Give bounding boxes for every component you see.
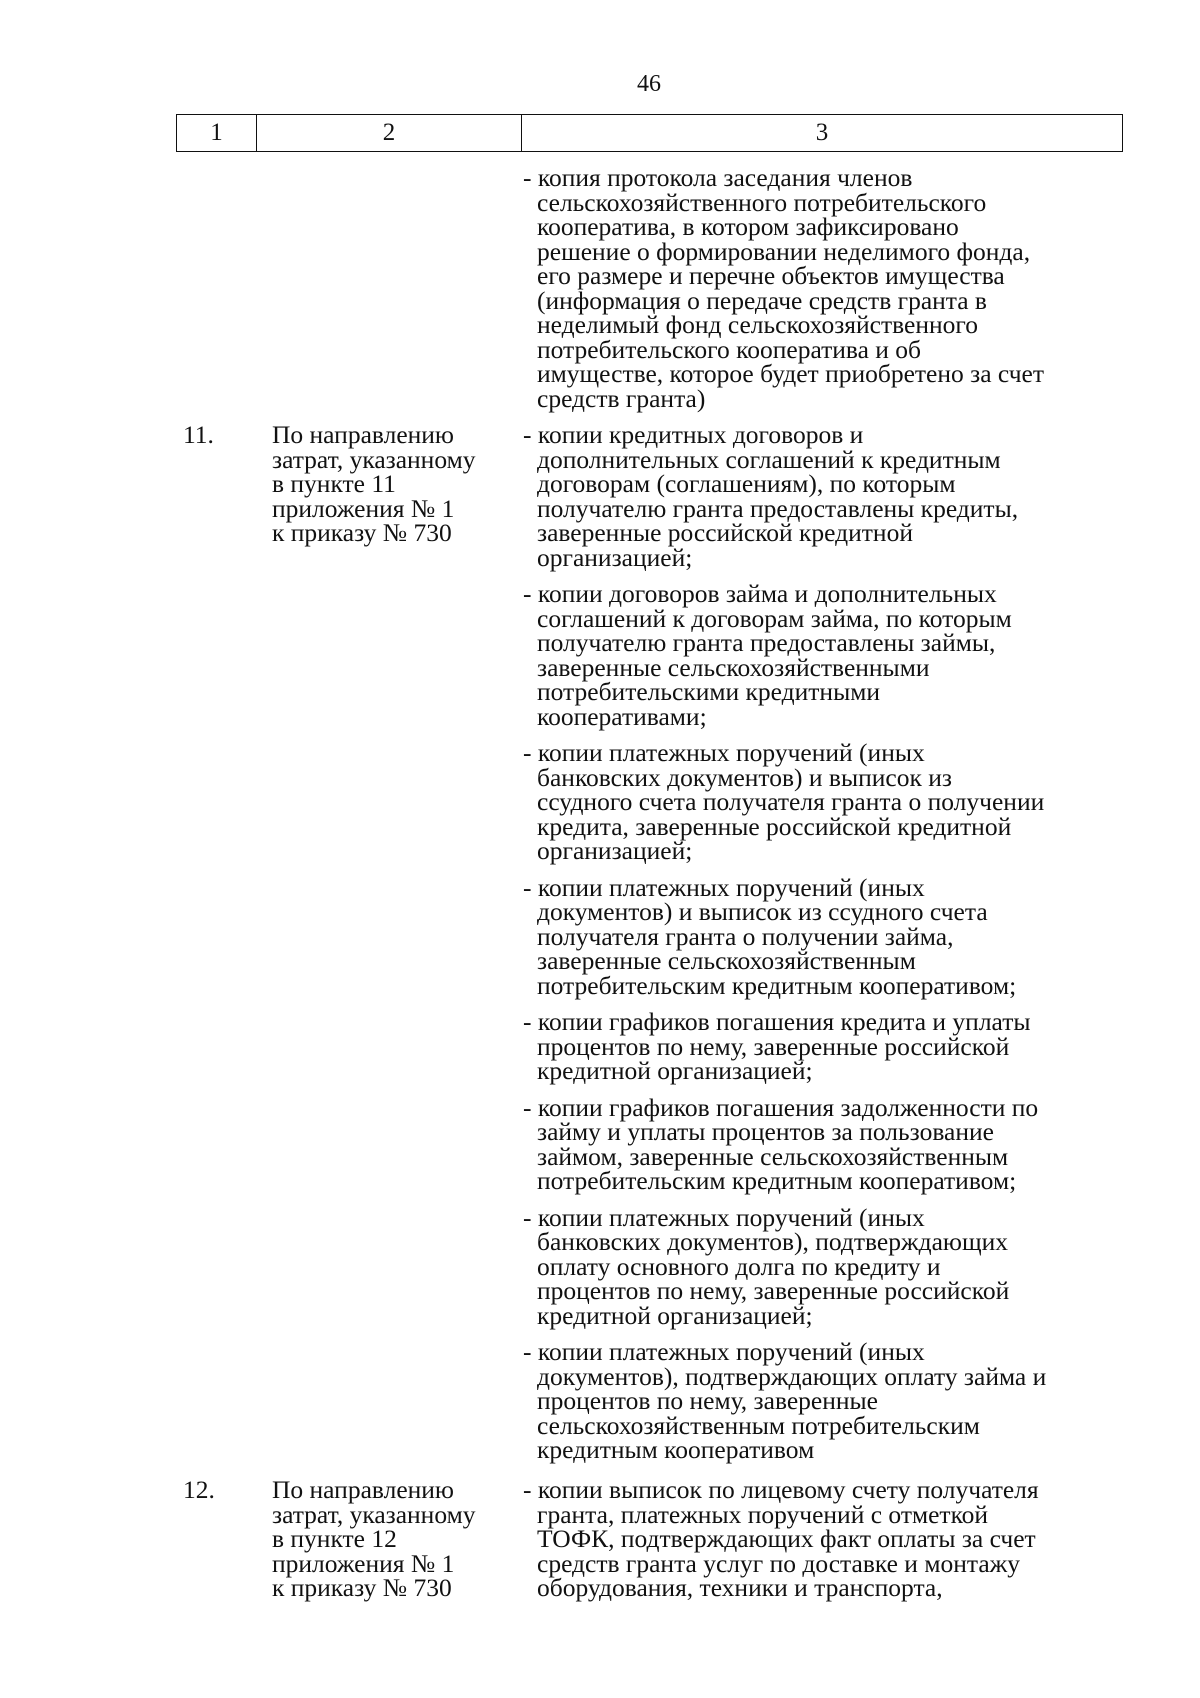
document-line: кредита, заверенные российской кредитной — [537, 811, 1012, 841]
documents-list — [523, 420, 1123, 1475]
document-line: получателю гранта предоставлены кредиты, — [537, 493, 1019, 523]
document-line: процентов по нему, заверенные — [537, 1386, 878, 1415]
document-item — [523, 1475, 1123, 1602]
cost-direction-line: в пункте 11 — [272, 469, 396, 498]
document-line: заверенные сельскохозяйственным — [537, 946, 916, 975]
document-line: (информация о передаче средств гранта в — [537, 285, 987, 315]
header-col-3: 3 — [815, 119, 829, 146]
document-line: - копии платежных поручений (иных — [523, 738, 925, 767]
cost-direction-line: По направлению — [272, 420, 454, 449]
document-line: заверенные российской кредитной — [537, 518, 913, 547]
document-item — [523, 1337, 1123, 1464]
document-line: организацией; — [537, 542, 693, 572]
document-line: соглашений к договорам займа, по которым — [537, 603, 1012, 633]
document-line: займу и уплаты процентов за пользование — [537, 1117, 994, 1146]
document-line: получателя гранта о получении займа, — [537, 921, 954, 951]
page-number: 46 — [637, 71, 661, 97]
cost-direction-line: затрат, указанному — [272, 1499, 476, 1529]
document-line: оборудования, техники и транспорта, — [537, 1573, 943, 1602]
document-line: средств гранта) — [537, 383, 706, 413]
document-item — [523, 1092, 1123, 1195]
documents-list — [523, 1475, 1123, 1613]
document-line: дополнительных соглашений к кредитным — [537, 444, 1001, 474]
document-line: документов), подтверждающих оплату займа и — [537, 1361, 1047, 1391]
document-line: оплату основного долга по кредиту и — [537, 1251, 941, 1281]
document-line: организацией; — [537, 836, 693, 865]
row-number: 12. — [183, 1475, 215, 1504]
document-line: потребительского кооператива и об — [537, 334, 922, 364]
document-line: - копии графиков погашения кредита и уплаты — [523, 1007, 1031, 1036]
cost-direction-line: приложения № 1 — [272, 493, 455, 523]
document-item — [523, 420, 1123, 572]
document-line: документов) и выписок из ссудного счета — [537, 897, 988, 926]
document-line: имуществе, которое будет приобретено за счет — [537, 359, 1044, 388]
document-line: кооперативами; — [537, 701, 707, 731]
document-line: - копии кредитных договоров и — [523, 420, 864, 449]
document-line: сельскохозяйственного потребительского — [537, 187, 987, 217]
table-header — [176, 114, 1123, 152]
document-line: сельскохозяйственным потребительским — [537, 1410, 980, 1440]
cost-direction — [272, 420, 512, 547]
document-line: решение о формировании неделимого фонда, — [537, 236, 1031, 266]
document-line: - копии платежных поручений (иных — [523, 1337, 925, 1366]
document-item — [523, 1007, 1123, 1085]
document-line: потребительским кредитным кооперативом; — [537, 1166, 1017, 1195]
cost-direction-line: приложения № 1 — [272, 1548, 455, 1578]
document-line: его размере и перечне объектов имущества — [537, 261, 1005, 290]
document-line: кредитной организацией; — [537, 1300, 813, 1330]
document-line: - копии платежных поручений (иных — [523, 872, 925, 902]
document-item — [523, 872, 1123, 1000]
document-line: неделимый фонд сельскохозяйственного — [537, 310, 978, 339]
document-line: процентов по нему, заверенные российской — [537, 1031, 1010, 1061]
document-line: средств гранта услуг по доставке и монтажу — [537, 1548, 1021, 1578]
cost-direction — [272, 1475, 512, 1602]
document-line: договорам (соглашениям), по которым — [537, 469, 956, 498]
document-line: - копии договоров займа и дополнительных — [523, 579, 997, 608]
header-col-1: 1 — [177, 115, 257, 151]
document-line: банковских документов) и выписок из — [537, 762, 952, 792]
document-line: - копии выписок по лицевому счету получателя — [523, 1475, 1039, 1504]
document-line: - копия протокола заседания членов — [523, 163, 913, 192]
document-line: займом, заверенные сельскохозяйственным — [537, 1141, 1009, 1171]
document-line: - копии платежных поручений (иных — [523, 1202, 925, 1232]
cost-direction-line: затрат, указанному — [272, 444, 476, 474]
document-item — [523, 738, 1123, 865]
document-line: получателю гранта предоставлены займы, — [537, 628, 996, 657]
document-line: заверенные сельскохозяйственными — [537, 652, 930, 682]
document-line: - копии графиков погашения задолженности по — [523, 1092, 1039, 1122]
row-number: 11. — [183, 420, 214, 449]
document-line: кредитным кооперативом — [537, 1435, 815, 1464]
document-line: потребительскими кредитными — [537, 677, 880, 706]
cost-direction-line: в пункте 12 — [272, 1524, 397, 1553]
document-item — [523, 1202, 1123, 1330]
documents-list — [523, 163, 1123, 423]
cost-direction-line: к приказу № 730 — [272, 518, 452, 547]
document-line: ссудного счета получателя гранта о получении — [537, 787, 1045, 816]
document-line: гранта, платежных поручений с отметкой — [537, 1499, 989, 1529]
document-line: банковских документов), подтверждающих — [537, 1227, 1008, 1256]
cost-direction-line: По направлению — [272, 1475, 454, 1504]
document-line: потребительским кредитным кооперативом; — [537, 970, 1017, 1000]
document-line: процентов по нему, заверенные российской — [537, 1276, 1010, 1305]
document-item — [523, 579, 1123, 731]
document-item — [523, 163, 1123, 413]
document-line: кооператива, в котором зафиксировано — [537, 212, 959, 241]
document-line: ТОФК, подтверждающих факт оплаты за счет — [537, 1524, 1036, 1553]
cost-direction-line: к приказу № 730 — [272, 1573, 452, 1602]
document-line: кредитной организацией; — [537, 1056, 813, 1085]
header-col-2: 2 — [257, 115, 522, 151]
